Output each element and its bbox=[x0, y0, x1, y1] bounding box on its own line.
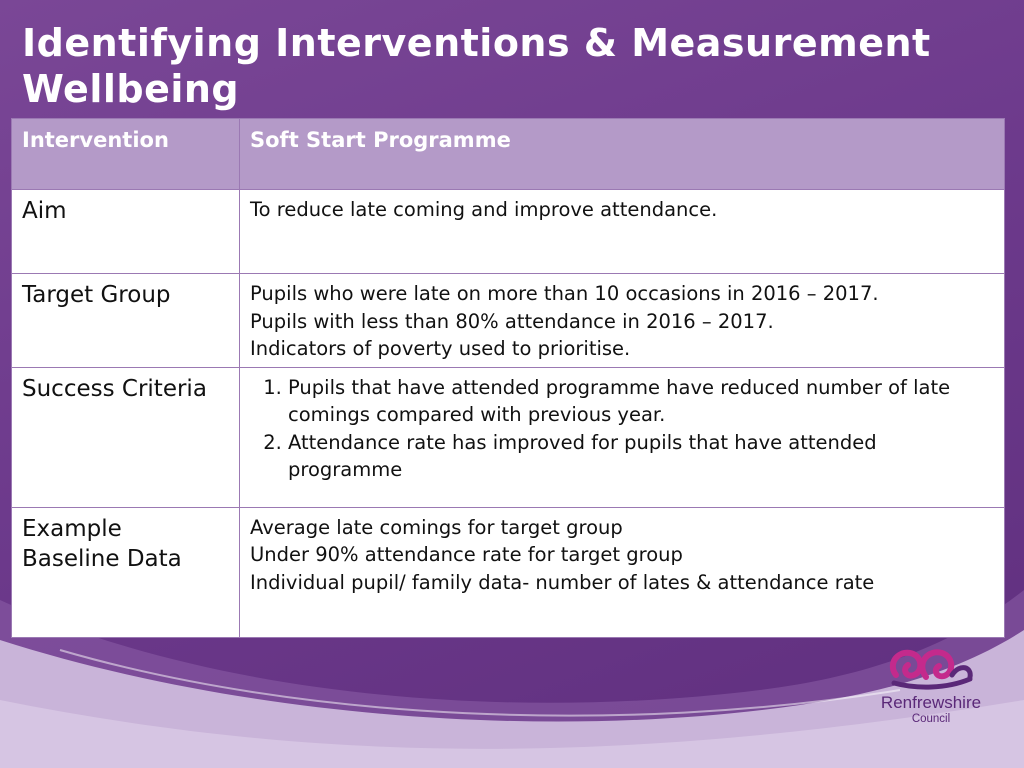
aim-label-cell bbox=[12, 190, 240, 274]
header-value-cell bbox=[240, 119, 1005, 190]
success-criteria-list bbox=[250, 374, 994, 484]
logo-subtitle: Council bbox=[911, 713, 951, 725]
table-row-aim bbox=[12, 190, 1005, 274]
target-group-line: Pupils with less than 80% attendance in 2016 – 2017. bbox=[250, 309, 774, 333]
baseline-label-line-2: Baseline Data bbox=[22, 545, 182, 572]
header-label: Intervention bbox=[22, 128, 169, 152]
baseline-text bbox=[240, 508, 1004, 601]
logo-swirl-icon bbox=[886, 645, 976, 691]
table-header-row bbox=[12, 119, 1005, 190]
baseline-line: Average late comings for target group bbox=[250, 515, 623, 539]
aim-label: Aim bbox=[22, 198, 67, 224]
table-row-baseline-data bbox=[12, 507, 1005, 637]
table-row-target-group bbox=[12, 274, 1005, 368]
slide-title-line-1: Identifying Interventions & Measurement bbox=[22, 21, 931, 65]
renfrewshire-council-logo bbox=[866, 645, 996, 726]
target-group-line: Pupils who were late on more than 10 occasions in 2016 – 2017. bbox=[250, 282, 879, 305]
target-group-label: Target Group bbox=[22, 282, 171, 308]
slide-title bbox=[22, 20, 1002, 112]
intervention-table bbox=[11, 118, 1005, 638]
success-criteria-value-cell bbox=[240, 367, 1005, 507]
table-row-success-criteria bbox=[12, 367, 1005, 507]
target-group-value-cell bbox=[240, 274, 1005, 368]
success-criteria-label: Success Criteria bbox=[22, 375, 207, 402]
slide-title-line-2: Wellbeing bbox=[22, 67, 240, 111]
target-group-line: Indicators of poverty used to prioritise. bbox=[250, 337, 631, 360]
baseline-label-cell bbox=[12, 507, 240, 637]
baseline-line: Individual pupil/ family data- number of lates & attendance rate bbox=[250, 570, 875, 594]
success-criteria-item: 1. Pupils that have attended programme have reduced number of late comings compared with previous year. bbox=[288, 374, 994, 429]
header-label-cell bbox=[12, 119, 240, 190]
success-criteria-item: 2. Attendance rate has improved for pupils that have attended programme bbox=[288, 429, 994, 484]
logo-name: Renfrewshire bbox=[880, 693, 982, 712]
header-value: Soft Start Programme bbox=[250, 128, 511, 152]
baseline-label bbox=[12, 508, 239, 580]
success-criteria-text bbox=[240, 368, 1004, 488]
success-criteria-label-cell bbox=[12, 367, 240, 507]
target-group-label-cell bbox=[12, 274, 240, 368]
baseline-value-cell bbox=[240, 507, 1005, 637]
baseline-line: Under 90% attendance rate for target group bbox=[250, 543, 683, 566]
target-group-text bbox=[240, 274, 1004, 367]
aim-text: To reduce late coming and improve attendance. bbox=[250, 198, 718, 221]
baseline-label-line-1: Example bbox=[22, 515, 122, 542]
aim-value-cell bbox=[240, 190, 1005, 274]
